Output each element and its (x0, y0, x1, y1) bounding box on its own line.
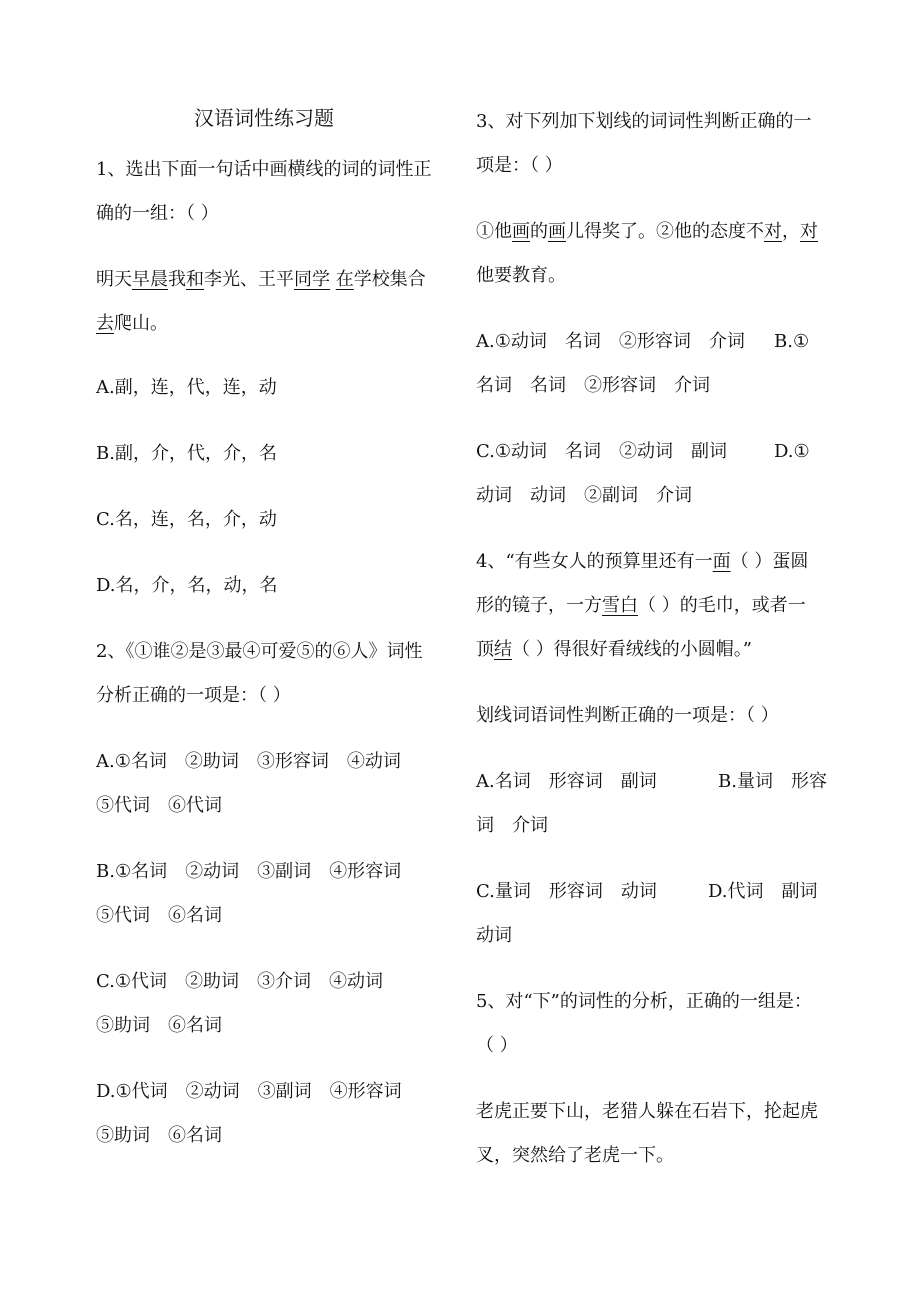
q4-option-d: D.代词 副词 (708, 881, 818, 902)
q3-sentence-line1 (476, 220, 818, 244)
q4-option-ab-line2: 词 介词 (476, 815, 548, 836)
text-segment: 形的镜子，一方 (476, 595, 602, 616)
q2-option-a-line1: A.①名词 ②助词 ③形容词 ④动词 (96, 751, 401, 772)
text-segment: ， (782, 221, 800, 242)
q4-option-b: B.量词 形容 (718, 771, 827, 792)
q2-option-b-line2: ⑤代词 ⑥名词 (96, 905, 222, 926)
q1-option-b: B.副，介，代，介，名 (96, 443, 277, 464)
q3-stem-line1: 3、对下列加下划线的词词性判断正确的一 (476, 111, 812, 132)
q4-option-c: C.量词 形容词 动词 (476, 881, 657, 902)
underlined-word: 雪白 (602, 595, 638, 616)
underlined-word: 在 (335, 269, 354, 290)
q1-sentence-line1 (96, 268, 426, 292)
q2-option-c-line2: ⑤助词 ⑥名词 (96, 1015, 222, 1036)
q1-option-d: D.名，介，名，动，名 (96, 575, 278, 596)
q3-option-d: D.① (774, 441, 810, 462)
text-segment: （ ）得很好看绒线的小圆帽。” (512, 639, 752, 660)
text-segment: 顶 (476, 639, 494, 660)
q3-option-a: A.①动词 名词 ②形容词 介词 (476, 331, 745, 352)
page-title: 汉语词性练习题 (194, 106, 334, 130)
q2-option-a-line2: ⑤代词 ⑥代词 (96, 795, 222, 816)
text-segment: 4、“有些女人的预算里还有一 (476, 551, 713, 572)
text-segment: 明天 (96, 269, 132, 290)
q3-option-b: B.① (774, 331, 810, 352)
q4-stem-line1 (476, 550, 808, 574)
q4-option-a: A.名词 形容词 副词 (476, 771, 657, 792)
q2-stem-line1: 2、《①谁②是③最④可爱⑤的⑥人》词性 (96, 641, 423, 662)
underlined-word: 面 (712, 551, 731, 572)
q5-sentence-line2: 叉，突然给了老虎一下。 (476, 1145, 674, 1166)
q4-option-cd-line2: 动词 (476, 925, 512, 946)
q2-option-d-line1: D.①代词 ②动词 ③副词 ④形容词 (96, 1081, 402, 1102)
q5-stem-line2: （ ） (476, 1035, 518, 1056)
q4-prompt: 划线词语词性判断正确的一项是：（ ） (476, 705, 779, 726)
q2-option-c-line1: C.①代词 ②助词 ③介词 ④动词 (96, 971, 383, 992)
text-segment: 的 (530, 221, 548, 242)
q2-option-d-line2: ⑤助词 ⑥名词 (96, 1125, 222, 1146)
underlined-word: 早晨 (132, 269, 168, 290)
text-segment: （ ）蛋圆 (730, 551, 809, 572)
q3-sentence-line2: 他要教育。 (476, 265, 566, 286)
q3-option-ab-line2: 名词 名词 ②形容词 介词 (476, 375, 710, 396)
text-segment: 我 (168, 269, 186, 290)
q1-stem-line2: 确的一组：（ ） (96, 203, 219, 224)
underlined-word: 同学 (294, 269, 330, 290)
q3-stem-line2: 项是：（ ） (476, 155, 563, 176)
underlined-word: 去 (96, 313, 114, 334)
text-segment: 学校集合 (353, 269, 426, 290)
underlined-word: 对 (764, 221, 782, 242)
q2-option-b-line1: B.①名词 ②动词 ③副词 ④形容词 (96, 861, 402, 882)
text-segment: （ ）的毛巾，或者一 (638, 595, 806, 616)
underlined-word: 画 (548, 221, 566, 242)
q4-stem-line2 (476, 594, 806, 618)
underlined-word: 画 (512, 221, 530, 242)
text-segment: 爬山。 (114, 313, 168, 334)
underlined-word: 和 (186, 269, 204, 290)
q1-option-c: C.名，连，名，介，动 (96, 509, 277, 530)
q1-sentence-line2 (96, 312, 168, 336)
underlined-word: 对 (800, 221, 818, 242)
q3-option-cd-line2: 动词 动词 ②副词 介词 (476, 485, 692, 506)
q1-stem-line1: 1、选出下面一句话中画横线的词的词性正 (96, 159, 432, 180)
q2-stem-line2: 分析正确的一项是：（ ） (96, 685, 291, 706)
text-segment: ①他 (476, 221, 512, 242)
q1-option-a: A.副，连，代，连，动 (96, 377, 277, 398)
text-segment: 儿得奖了。②他的态度不 (566, 221, 764, 242)
underlined-word: 结 (494, 639, 512, 660)
q5-sentence-line1: 老虎正要下山，老猎人躲在石岩下，抡起虎 (476, 1101, 818, 1122)
q3-option-c: C.①动词 名词 ②动词 副词 (476, 441, 727, 462)
text-segment: 李光、王平 (204, 269, 294, 290)
q5-stem-line1: 5、对“下”的词性的分析，正确的一组是： (476, 991, 812, 1012)
q4-stem-line3 (476, 638, 752, 662)
